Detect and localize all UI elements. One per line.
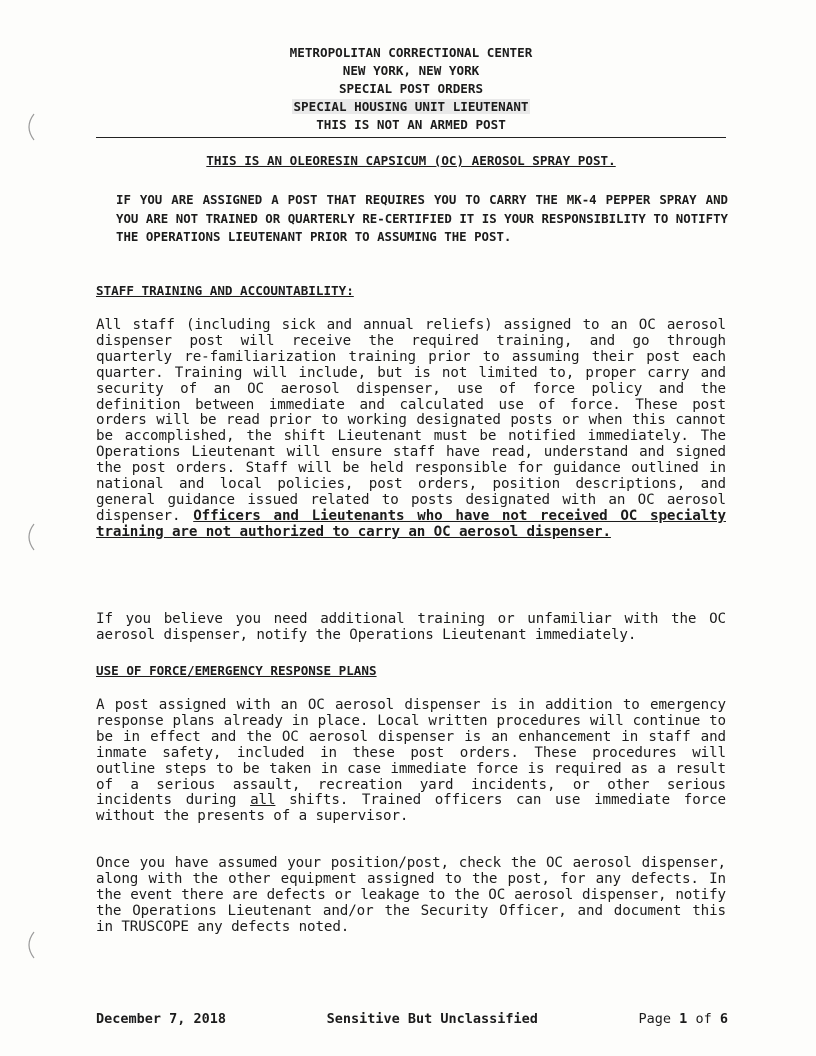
- header-post-name: SPECIAL HOUSING UNIT LIEUTENANT: [293, 99, 529, 114]
- page-footer: [96, 1011, 728, 1027]
- use-of-force-underlined-word: all: [250, 792, 276, 809]
- punch-hole-mark: [22, 112, 36, 142]
- staff-training-text: All staff (including sick and annual reliefs) assigned to an OC aerosol dispenser post will receive the required training, and go through quarterly re-familiarization training prior to assuming their post each quarter. Training will include, but is not limited to, proper carry and security of an OC aerosol dispenser, use of force policy and the definition between immediate and calculated use of force. These post orders will be read prior to working designated posts or when this cannot be accomplished, the shift Lieutenant must be notified immediately. The Operations Lieutenant will ensure staff have read, understand and signed the post orders. Staff will be held responsible for guidance outlined in national and local policies, post orders, position descriptions, and general guidance issued related to posts designated with an OC aerosol dispenser.: [96, 317, 726, 524]
- use-of-force-text-1: A post assigned with an OC aerosol dispenser is in addition to emergency response plans already in place. Local written procedures will continue to be in effect and the OC aerosol dispenser is an enhancement in staff and inmate safety, included in these post orders. These procedures will outline steps to be taken in case immediate force is required as a result of a serious assault, recreation yard incidents, or other serious incidents during: [96, 697, 726, 809]
- header-institution: METROPOLITAN CORRECTIONAL CENTER: [289, 45, 533, 60]
- staff-training-paragraph: [96, 318, 726, 541]
- use-of-force-text-2: shifts. Trained officers can use immediate force without the presents of a supervisor.: [96, 792, 726, 825]
- footer-date: December 7, 2018: [96, 1011, 227, 1027]
- header-divider: [96, 137, 726, 138]
- section-title-staff-training: STAFF TRAINING AND ACCOUNTABILITY:: [96, 283, 354, 298]
- footer-page-number: Page 1 of 6: [638, 1011, 728, 1027]
- punch-hole-mark: [22, 930, 36, 960]
- staff-training-bold-notice: Officers and Lieutenants who have not received OC specialty training are not authorized to carry an OC aerosol dispenser.: [96, 507, 726, 540]
- use-of-force-paragraph: [96, 698, 726, 825]
- additional-training-paragraph: If you believe you need additional training or unfamiliar with the OC aerosol dispenser, notify the Operations Lieutenant immediately.: [96, 611, 726, 643]
- section-title-use-of-force: USE OF FORCE/EMERGENCY RESPONSE PLANS: [96, 663, 377, 678]
- pepper-spray-warning: IF YOU ARE ASSIGNED A POST THAT REQUIRES YOU TO CARRY THE MK-4 PEPPER SPRAY AND YOU ARE NOT TRAINED OR QUARTERLY RE-CERTIFIED IT IS YOUR RESPONSIBILITY TO NOTIFTY THE OPERATIONS LIEUTENANT PRIOR TO ASSUMING THE POST.: [116, 192, 728, 244]
- punch-hole-mark: [22, 522, 36, 552]
- header-doc-type: SPECIAL POST ORDERS: [338, 81, 484, 96]
- header-location: NEW YORK, NEW YORK: [342, 63, 480, 78]
- document-header: [96, 44, 726, 134]
- footer-classification: Sensitive But Unclassified: [326, 1011, 538, 1027]
- equipment-check-paragraph: Once you have assumed your position/post, check the OC aerosol dispenser, along with the other equipment assigned to the post, for any defects. In the event there are defects or leakage to the OC aerosol dispenser, notify the Operations Lieutenant and/or the Security Officer, and document this in TRUSCOPE any defects noted.: [96, 855, 726, 935]
- oc-post-title: THIS IS AN OLEORESIN CAPSICUM (OC) AEROSOL SPRAY POST.: [206, 153, 616, 168]
- header-armed-status: THIS IS NOT AN ARMED POST: [316, 117, 506, 132]
